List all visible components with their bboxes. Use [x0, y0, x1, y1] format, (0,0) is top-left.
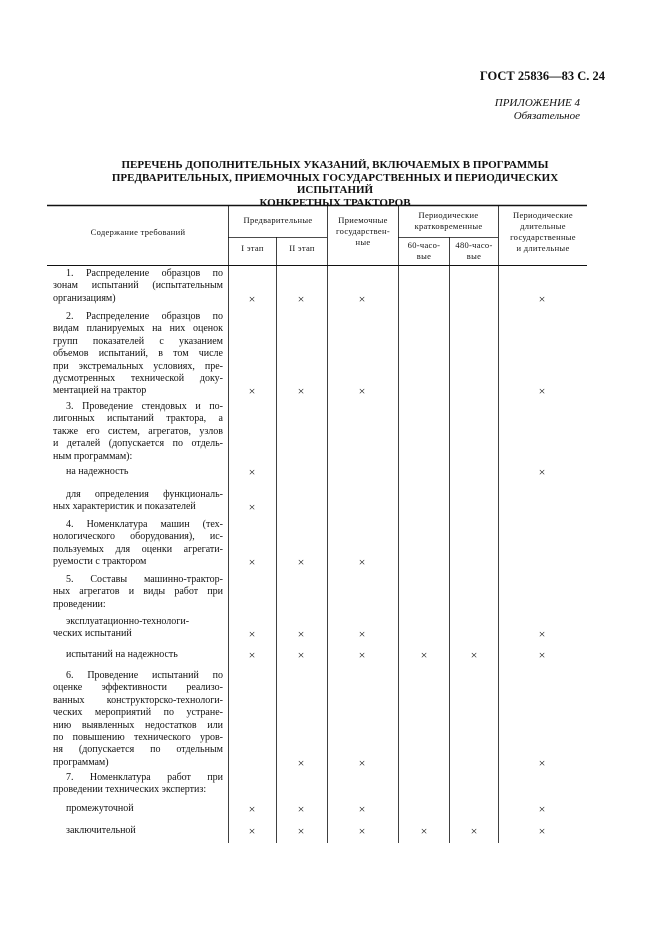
col-header-stage2: II этап	[289, 243, 315, 253]
cross-mark: ×	[470, 824, 478, 838]
table-row-text	[53, 825, 223, 837]
cross-mark: ×	[538, 627, 546, 642]
row-text-line: лигонных испытаний трактора, а	[53, 413, 223, 425]
cross-mark: ×	[538, 802, 546, 816]
cross-mark: ×	[358, 555, 366, 570]
cross-mark: ×	[358, 802, 366, 816]
row-text-line: испытаний на надежность	[66, 649, 178, 660]
row-text-line: промежуточной	[66, 803, 134, 814]
row-text-line: дусмотренных технической доку-	[53, 373, 223, 385]
col-header-480h: 480-часо- вые	[455, 240, 493, 261]
row-text-line: объемов испытаний, в том числе	[53, 348, 223, 360]
appendix-status: Обязательное	[513, 110, 580, 122]
table-row-text	[53, 803, 223, 815]
cross-mark: ×	[297, 555, 305, 570]
cross-mark: ×	[358, 755, 366, 770]
cross-mark: ×	[297, 648, 305, 662]
cross-mark: ×	[470, 648, 478, 662]
cross-mark: ×	[248, 291, 256, 306]
cross-mark: ×	[248, 627, 256, 642]
row-text-line: ческих испытаний	[53, 628, 132, 640]
row-text-line: ня (допускается по отдельным	[53, 744, 223, 756]
row-text-line: по повышению технического уров-	[53, 732, 223, 744]
row-text-line: эксплуатационно-технологи-	[66, 616, 190, 627]
row-text-line: проведении:	[53, 598, 106, 610]
cross-mark: ×	[358, 648, 366, 662]
row-text-line: групп показателей с указанием	[53, 335, 223, 347]
cross-mark: ×	[248, 384, 256, 399]
cross-mark: ×	[248, 648, 256, 662]
cross-mark: ×	[538, 465, 546, 479]
table-row-text	[53, 574, 223, 611]
row-text-line: нологического оборудования), ис-	[53, 531, 223, 543]
table-row-text	[53, 616, 223, 641]
cross-mark: ×	[248, 824, 256, 838]
title-line-3: КОНКРЕТНЫХ ТРАКТОРОВ	[259, 196, 411, 209]
row-text-line: для определения функциональ-	[66, 489, 223, 500]
row-text-line: ных характеристик и показателей	[53, 501, 196, 513]
table-row-text	[53, 311, 223, 398]
row-text-line: заключительной	[66, 825, 136, 836]
cross-mark: ×	[358, 824, 366, 838]
table-row-text	[53, 466, 223, 478]
row-text-line: зонам испытаний (испытательным	[53, 280, 223, 292]
cross-mark: ×	[297, 755, 305, 770]
row-text-line: при экстремальных условиях, пре-	[53, 360, 223, 372]
row-text-line: 1. Распределение образцов по	[66, 268, 223, 279]
cross-mark: ×	[420, 648, 428, 662]
row-text-line: ным программам):	[53, 450, 133, 462]
row-text-line: нию выявленных недостатков или	[53, 719, 223, 731]
cross-mark: ×	[358, 627, 366, 642]
row-text-line: 7. Номенклатура работ при	[66, 772, 223, 783]
row-text-line: 4. Номенклатура машин (тех-	[66, 519, 223, 530]
row-text-line: пользуемых для оценки агрегати-	[53, 543, 223, 555]
table-row-text	[53, 670, 223, 769]
cross-mark: ×	[358, 384, 366, 399]
cross-mark: ×	[538, 384, 546, 399]
row-text-line: на надежность	[66, 466, 129, 477]
col-header-periodic-long: Периодические длительные государственные и длительные	[510, 210, 576, 253]
cross-mark: ×	[248, 555, 256, 570]
row-text-line: 2. Распределение образцов по	[66, 311, 223, 322]
cross-mark: ×	[538, 755, 546, 770]
table-row-text	[53, 268, 223, 305]
row-text-line: руемости с трактором	[53, 556, 147, 568]
row-text-line: 3. Проведение стендовых и по-	[66, 401, 223, 412]
page-header: ГОСТ 25836—83 С. 24	[479, 69, 605, 83]
row-text-line: 5. Составы машинно-трактор-	[66, 574, 223, 585]
row-text-line: ванных конструкторско-технологи-	[53, 694, 223, 706]
cross-mark: ×	[297, 627, 305, 642]
col-header-content: Содержание требований	[90, 227, 186, 237]
row-text-line: ментацией на трактор	[53, 385, 147, 397]
cross-mark: ×	[297, 384, 305, 399]
col-header-stage1: I этап	[241, 243, 264, 253]
table-row-text	[53, 519, 223, 569]
row-text-line: организациям)	[53, 292, 116, 304]
row-text-line: также его систем, агрегатов, узлов	[53, 425, 223, 437]
cross-mark: ×	[248, 465, 256, 479]
row-text-line: 6. Проведение испытаний по	[66, 670, 223, 681]
title-line-1: ПЕРЕЧЕНЬ ДОПОЛНИТЕЛЬНЫХ УКАЗАНИЙ, ВКЛЮЧАЕМЫХ В ПРОГРАММЫ	[121, 159, 549, 171]
table-row-text	[53, 649, 223, 661]
cross-mark: ×	[297, 824, 305, 838]
col-header-60h: 60-часо- вые	[407, 240, 441, 261]
row-text-line: оценке эффективности реализо-	[53, 682, 223, 694]
title-line-2: ПРЕДВАРИТЕЛЬНЫХ, ПРИЕМОЧНЫХ ГОСУДАРСТВЕННЫХ И ПЕРИОДИЧЕСКИХ ИСПЫТАНИЙ	[111, 171, 559, 196]
row-text-line: и деталей (допускается по отдель-	[53, 438, 223, 450]
row-text-line: проведении технических экспертиз:	[53, 784, 207, 796]
appendix-number: ПРИЛОЖЕНИЕ 4	[494, 97, 580, 109]
cross-mark: ×	[538, 824, 546, 838]
row-text-line: видам планируемых на них оценок	[53, 323, 223, 335]
table-row-text	[53, 772, 223, 797]
cross-mark: ×	[538, 648, 546, 662]
cross-mark: ×	[538, 291, 546, 306]
row-text-line: программам)	[53, 756, 109, 768]
cross-mark: ×	[358, 291, 366, 306]
col-header-periodic-short: Периодические кратковременные	[414, 210, 483, 231]
row-text-line: ных агрегатов и виды работ при	[53, 586, 223, 598]
col-header-acceptance: Приемочные государствен- ные	[336, 215, 390, 247]
cross-mark: ×	[248, 802, 256, 816]
col-header-prelim: Предварительные	[243, 215, 313, 225]
cross-mark: ×	[297, 802, 305, 816]
cross-mark: ×	[297, 291, 305, 306]
table-row-text	[53, 401, 223, 463]
cross-mark: ×	[420, 824, 428, 838]
row-text-line: ческих мероприятий по устране-	[53, 707, 223, 719]
cross-mark: ×	[248, 500, 256, 515]
table-row-text	[53, 489, 223, 514]
